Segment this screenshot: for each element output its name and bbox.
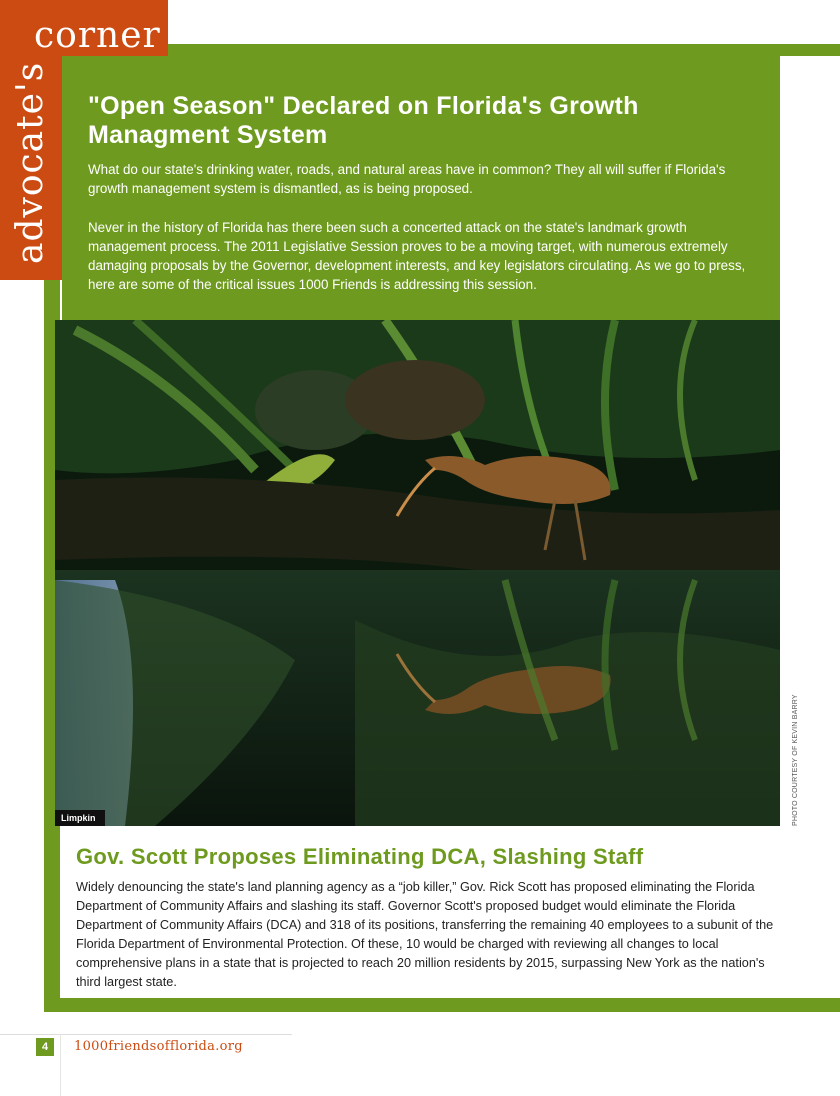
section-tab-corner-label: corner — [34, 15, 161, 56]
limpkin-illustration — [55, 320, 780, 826]
intro-panel — [62, 56, 780, 320]
intro-paragraph-2: Never in the history of Florida has there been such a concerted attack on the state's landmark growth management process. The 2011 Legislative Session proves to be a moving target, with numerous extremely damaging proposals by the Governor, development interests, and key legislators circulating. As we go to press, here are some of the critical issues 1000 Friends is addressing this session. — [88, 220, 746, 292]
photo-credit: PHOTO COURTESY OF KEVIN BARRY — [792, 694, 799, 826]
frame-bottom-border — [44, 998, 840, 1012]
photo-caption: Limpkin — [55, 810, 105, 826]
section-body: Widely denouncing the state's land planning agency as a “job killer,” Gov. Rick Scott has proposed eliminating the Florida Department of Community Affairs and slashing its staff. Governor Scott's proposed budget would eliminate the Florida Department of Community Affairs (DCA) and 318 of its positions, transferring the remaining 40 employees to a subunit of the Florida Department of Environmental Protection. Of these, 10 would be charged with reviewing all changes to local comprehensive plans in a state that is projected to reach 20 million residents by 2015, surpassing New York as the nation's third largest state. — [76, 880, 774, 989]
website-link[interactable]: 1000friendsofflorida.org — [74, 1039, 243, 1054]
footer-vertical-rule — [60, 1034, 61, 1096]
section-title: Gov. Scott Proposes Eliminating DCA, Slashing Staff — [76, 844, 644, 869]
section-tab-advocates-label: advocate's — [10, 61, 51, 264]
limpkin-photo — [55, 320, 780, 826]
footer-rule — [0, 1034, 292, 1035]
intro-paragraph-1: What do our state's drinking water, roads, and natural areas have in common? They all will suffer if Florida's growth management system is dismantled, as is being proposed. — [88, 162, 726, 196]
page-number: 4 — [36, 1038, 54, 1056]
article-headline: "Open Season" Declared on Florida's Growth Managment System — [88, 92, 639, 149]
